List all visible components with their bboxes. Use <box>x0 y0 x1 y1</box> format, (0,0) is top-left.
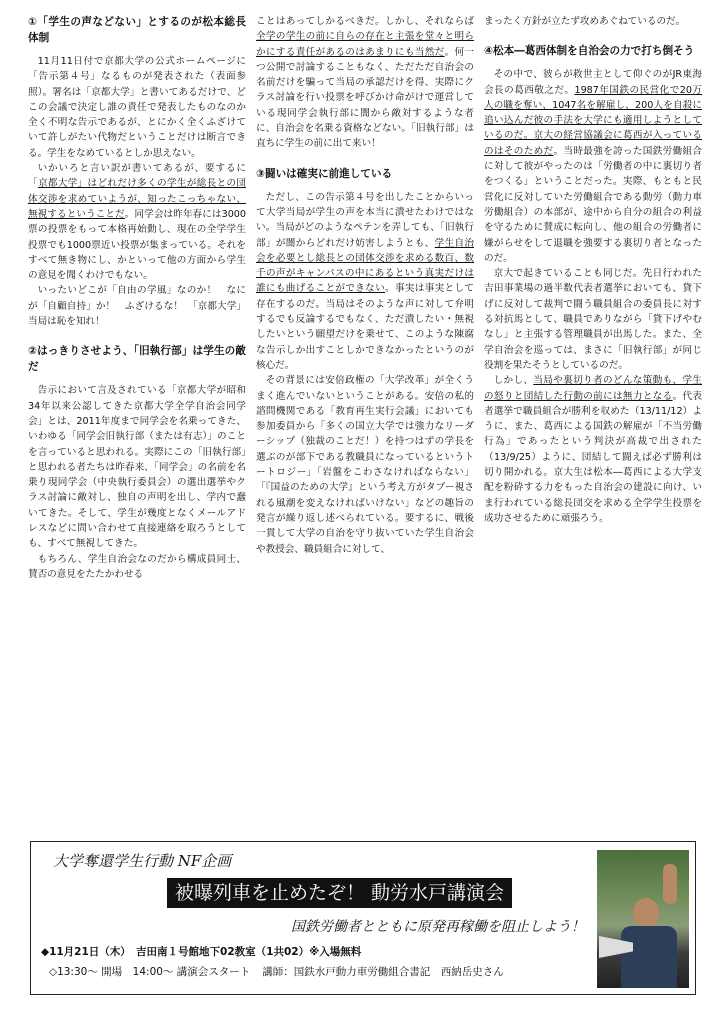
underlined-text: 全学の学生の前に自らの存在と主張を堂々と明らかにする責任があるのはあまりにも当然だ <box>256 31 474 58</box>
flyer-date-venue: ◆11月21日（木） 吉田南１号館地下02教室（1共02）※入場無料 <box>41 946 362 958</box>
underlined-text: 当局や裏切り者のどんな策動も、学生の怒りと団結した行動の前には無力となる <box>484 375 703 402</box>
paragraph: その中で、彼らが救世主として仰ぐのがJR東海会長の葛西敬之だ。1987年国鉄の民営化で20万人の職を奪い、1047名を解雇し、200人を自殺に追い込んだ彼の手法を大学にも適用しようとしているのだ。京大の経営協議会に葛西が入っているのはそのためだ。当時最強を誇った国鉄労働組合に対して彼がやったのは「労働者の中に裏切り者をつくる」ということだった。実際、もともと民営化に反対していた労働組合である動労（動力車労働組合）の本部が、途中から自分の組合の利益を守るために賛成に転向し、他の組合の労働者に嫌がらせをして退職を強要する裏切り者となったのだ。 <box>484 69 703 264</box>
flyer-subtitle: 国鉄労働者とともに原発再稼働を阻止しよう！ <box>291 919 585 935</box>
underlined-text: 1987年国鉄の民営化で20万人の職を奪い、1047名を解雇し、200人を自殺に追い込んだ彼の手法を大学にも適用しようとしているのだ。京大の経営協議会に葛西が入っているのはそのためだ <box>484 84 703 157</box>
paragraph: まったく方針が立たず攻めあぐねているのだ。 <box>484 16 686 27</box>
flyer-series: 大学奪還学生行動 NF企画 <box>53 852 232 870</box>
paragraph: いったいどこが「自由の学風」なのか！ なにが「自顧自持」か！ ふざけるな！ 「京都大学」当局は恥を知れ！ <box>28 285 246 328</box>
flyer-title: 被曝列車を止めたぞ！ 動労水戸講演会 <box>167 878 512 908</box>
flyer-time: ◇13:30～ 開場 14:00～ 講演会スタート 講師：国鉄水戸動力車労働組合書記 西納岳史さん <box>49 966 504 978</box>
speaker-photo <box>597 850 689 988</box>
paragraph: ことはあってしかるべきだ。しかし、それならば全学の学生の前に自らの存在と主張を堂々と明らかにする責任があるのはあまりにも当然だ。何一つ公開で討論することもなく、ただただ自治会の名前だけを騙って当局の承認だけを得、実際にクラス討論を行い投票を呼びかけ命がけで運営している現同学会執行部に闇から敵対するような者に、自治会を名乗る資格などない。「旧執行部」は直ちに学生の前に出て来い！ <box>256 16 475 150</box>
column-1 <box>28 14 246 582</box>
section-heading-3: ③闘いは確実に前進している <box>256 167 393 180</box>
paragraph: ただし、この告示第４号を出したことからいって大学当局が学生の声を本当に潰せたわけではない。当局がどのようなペテンを弄しても、「旧執行部」が闇からどれだけ妨害しようとも、学生自治会を必要とし総長との団体交渉を求める数百、数千の声がキャンパスの中にあるという真実だけは誰にも曲げることができない。事実は事実として存在するのだ。当局はそのような声に対して弁明するでも反論するでもなく、ただ潰したい・無視したいという願望だけを乗せて、このような陳腐な告示しか出すことしかできなかったというのが核心だ。 <box>256 191 475 371</box>
paragraph: しかし、当局や裏切り者のどんな策動も、学生の怒りと団結した行動の前には無力となる。代表者選挙で職員組合が勝利を収めた（13/11/12）ように、また、葛西による国鉄の解雇が「不当労働行為」であったという判決が高裁で出された（13/9/25）ように、団結して闘えば必ず勝利は切り開かれる。京大生は松本―葛西による大学支配を粉砕する力をもった自治会の建設に向け、いま行われている総長団交を求める全学学生投票を成功させるために頑張ろう。 <box>484 375 703 524</box>
event-flyer <box>30 841 696 995</box>
section-heading-1: ①「学生の声などない」とするのが松本総長体制 <box>28 16 246 44</box>
section-heading-4: ④松本―葛西体制を自治会の力で打ち倒そう <box>484 45 695 58</box>
flyer-speaker: 講師：国鉄水戸動力車労働組合書記 西納岳史さん <box>262 966 504 978</box>
paragraph: もちろん、学生自治会なのだから構成員同士、賛否の意見をたたかわせる <box>28 553 246 580</box>
paragraph: いかいろと言い訳が書いてあるが、要するに「京都大学」はどれだけ多くの学生が総長との団体交渉を求めていようが、知ったこっちゃない、無視するということだ。同学会は昨年春には3000票の投票をもって本格再始動し、現在の全学学生投票でも1000票近い投票が集まっている。それをすべて無き物にし、かといって他の方面から学生の意見を聞くわけでもない。 <box>28 163 247 282</box>
section-heading-2: ②はっきりさせよう、「旧執行部」は学生の敵だ <box>28 345 246 374</box>
paragraph: 11月11日付で京都大学の公式ホームページに「告示第４号」なるものが発表された（表面参照）。署名は「京都大学」と書いてあるだけで、どこの会議で決定し誰の責任で発表したものなのか全く不明な告示であるが、とにかく全くふざけていて許しがたい代物だということだけは断言できる。学生をなめているとしか思えない。 <box>28 56 246 159</box>
column-3 <box>484 14 702 526</box>
paragraph: その背景には安倍政権の「大学改革」が全くうまく進んでいないということがある。安倍の私的諮問機関である「教育再生実行会議」においても参加委員から「多くの国立大学では強力なリーダーシップ（独裁のことだ！）を持つはずの学長を選ぶのが部下である教職員になっているというトートロジー」「岩盤をこわさなければならない」「『国益のための大学』という考え方がタブー視される風潮を変えなければいけない」などの趣旨の発言が繰り返し述べられている。要するに、戦後一貫して大学の自治を守り抜いていた学生自治会や教授会、職員組合に対して、 <box>256 375 474 555</box>
column-2 <box>256 14 474 557</box>
paragraph: 告示において言及されている「京都大学が昭和34年以来公認してきた京都大学全学自治会同学会」とは、2011年度まで同学会を名乗ってきた、いわゆる「同学会旧執行部（または有志）」のことを言っていると思われる。実際にこの「旧執行部」と思われる者たちは昨春来、「同学会」の名前を名乗り現同学会（中央執行委員会）の選出選挙やクラス討論に敵対し、独自の声明を出し、学内で蠢いてきた。そして、学生が幾度となくメールアドレスなどに問い合わせて直接連絡を取ろうとしても、すべて無視してきた。 <box>28 385 246 550</box>
paragraph: 京大で起きていることも同じだ。先日行われた吉田事業場の過半数代表者選挙においても、貸下げに反対して裁判で闘う職員組合の委員長に対する対抗馬として、職員でありながら「貸下げやむなし」と主張する管理職員が出馬した。また、全学自治会を巡っては、まさに「旧執行部」が同じ役割を果たそうとしているのだ。 <box>484 268 702 371</box>
underlined-text: 学生自治会を必要とし総長との団体交渉を求める数百、数千の声がキャンパスの中にあるという真実だけは誰にも曲げることができない <box>256 237 475 295</box>
underlined-text: 京都大学」はどれだけ多くの学生が総長との団体交渉を求めていようが、知ったこっちゃない、無視するということだ <box>28 178 247 220</box>
